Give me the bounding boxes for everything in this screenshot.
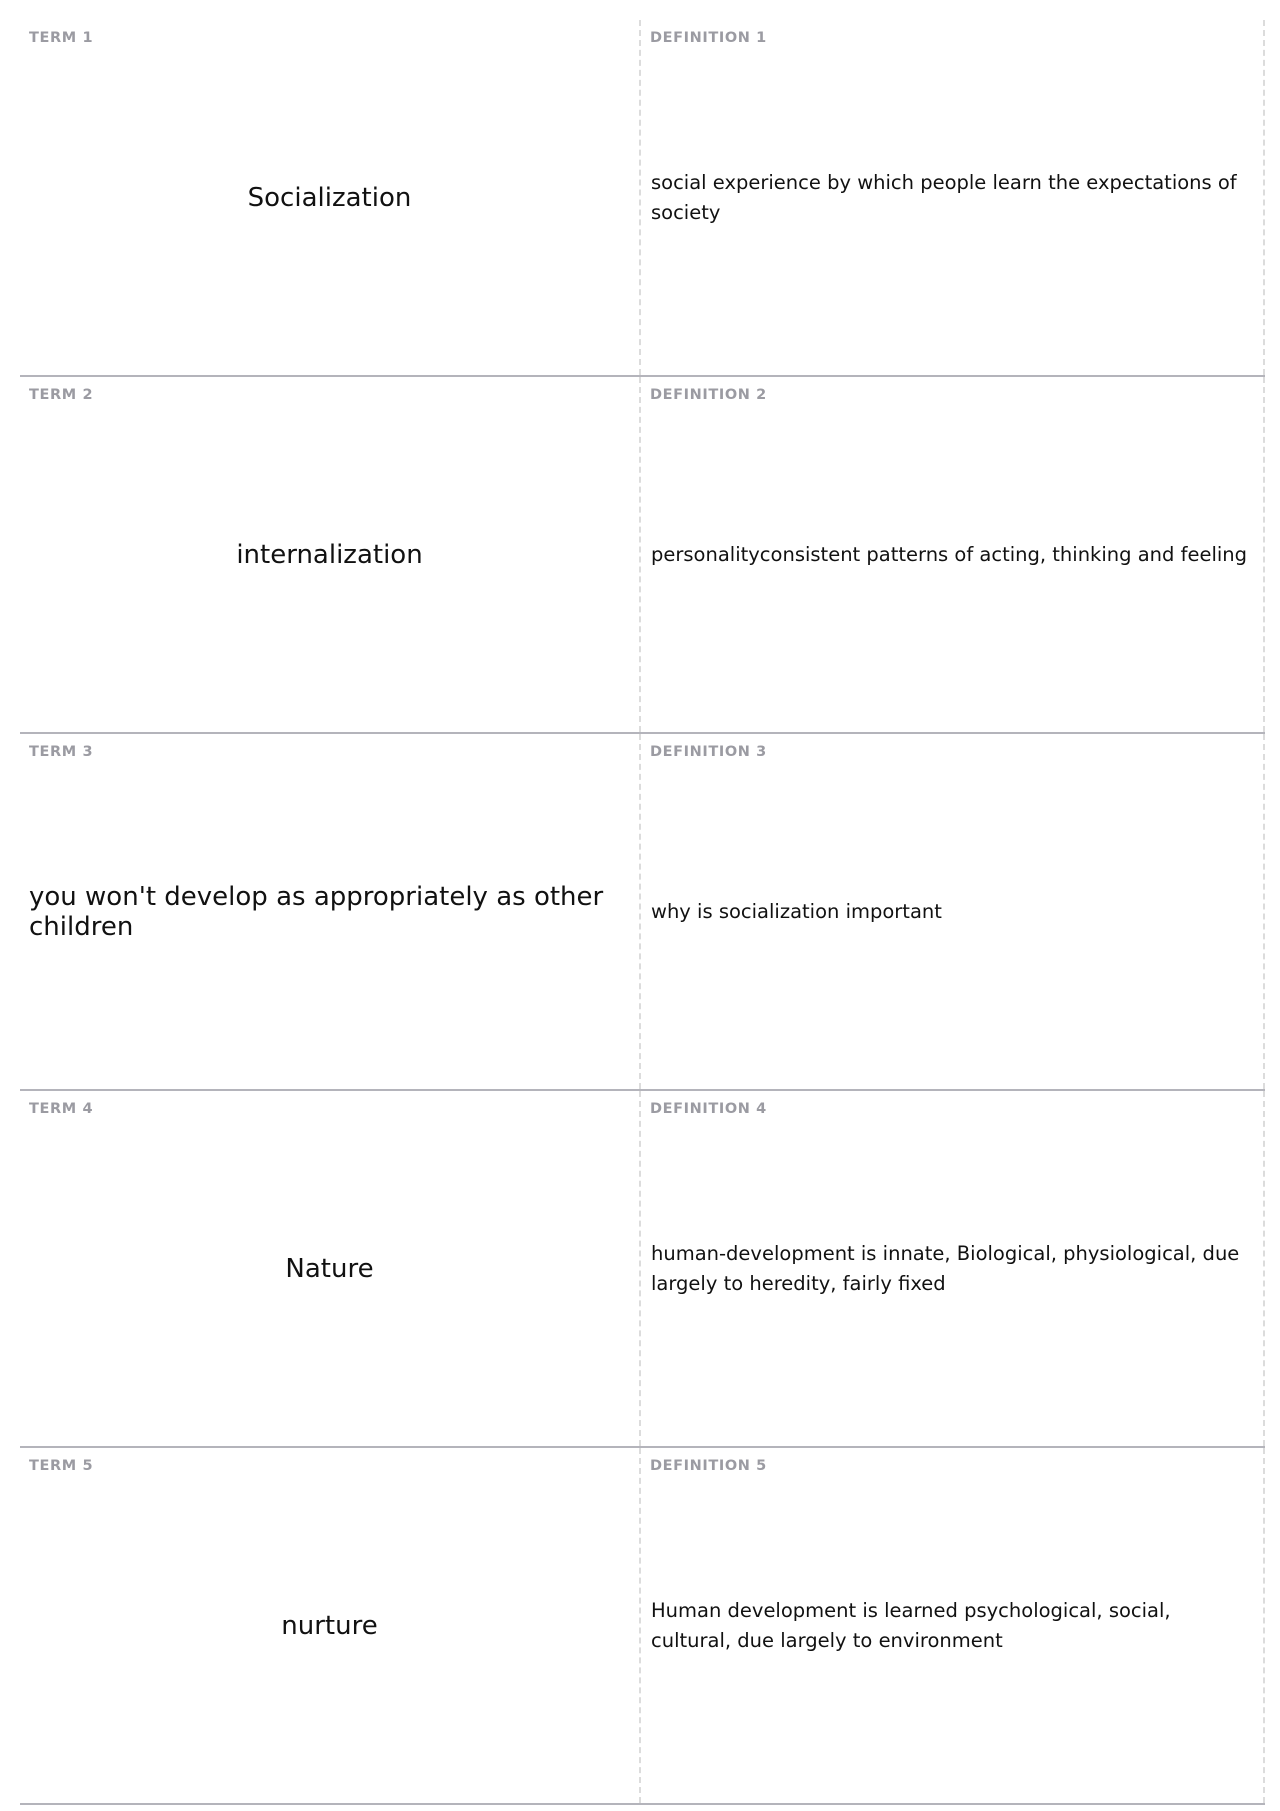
definition-cell <box>641 1091 1265 1446</box>
flashcard-row-5 <box>20 1448 1265 1805</box>
term-text: internalization <box>236 539 423 570</box>
flashcard-row-2 <box>20 377 1265 734</box>
flashcard-row-3 <box>20 734 1265 1091</box>
definition-label: DEFINITION 3 <box>650 744 767 760</box>
definition-label: DEFINITION 5 <box>650 1458 767 1474</box>
term-cell <box>20 734 641 1089</box>
term-label: TERM 2 <box>29 387 94 403</box>
definition-cell <box>641 20 1265 375</box>
definition-cell <box>641 734 1265 1089</box>
definition-label: DEFINITION 2 <box>650 387 767 403</box>
term-label: TERM 1 <box>29 30 94 46</box>
term-text: you won't develop as appropriately as other children <box>29 881 604 942</box>
term-label: TERM 4 <box>29 1101 94 1117</box>
flashcard-row-4 <box>20 1091 1265 1448</box>
term-cell <box>20 1448 641 1803</box>
definition-text: social experience by which people learn the expectations of society <box>651 170 1237 224</box>
term-label: TERM 3 <box>29 744 94 760</box>
term-text: Nature <box>285 1253 374 1284</box>
term-cell <box>20 20 641 375</box>
definition-label: DEFINITION 4 <box>650 1101 767 1117</box>
term-cell <box>20 1091 641 1446</box>
definition-text: why is socialization important <box>651 899 942 923</box>
flashcard-sheet <box>20 20 1265 1805</box>
term-text: Socialization <box>247 182 412 213</box>
definition-cell <box>641 1448 1265 1803</box>
term-cell <box>20 377 641 732</box>
definition-text: Human development is learned psychological, social, cultural, due largely to environment <box>651 1598 1171 1652</box>
definition-text: human-development is innate, Biological, physiological, due largely to heredity, fairly fixed <box>651 1241 1240 1295</box>
term-text: nurture <box>281 1610 378 1641</box>
definition-cell <box>641 377 1265 732</box>
term-label: TERM 5 <box>29 1458 94 1474</box>
flashcard-row-1 <box>20 20 1265 377</box>
definition-label: DEFINITION 1 <box>650 30 767 46</box>
definition-text: personalityconsistent patterns of acting, thinking and feeling <box>651 542 1248 566</box>
